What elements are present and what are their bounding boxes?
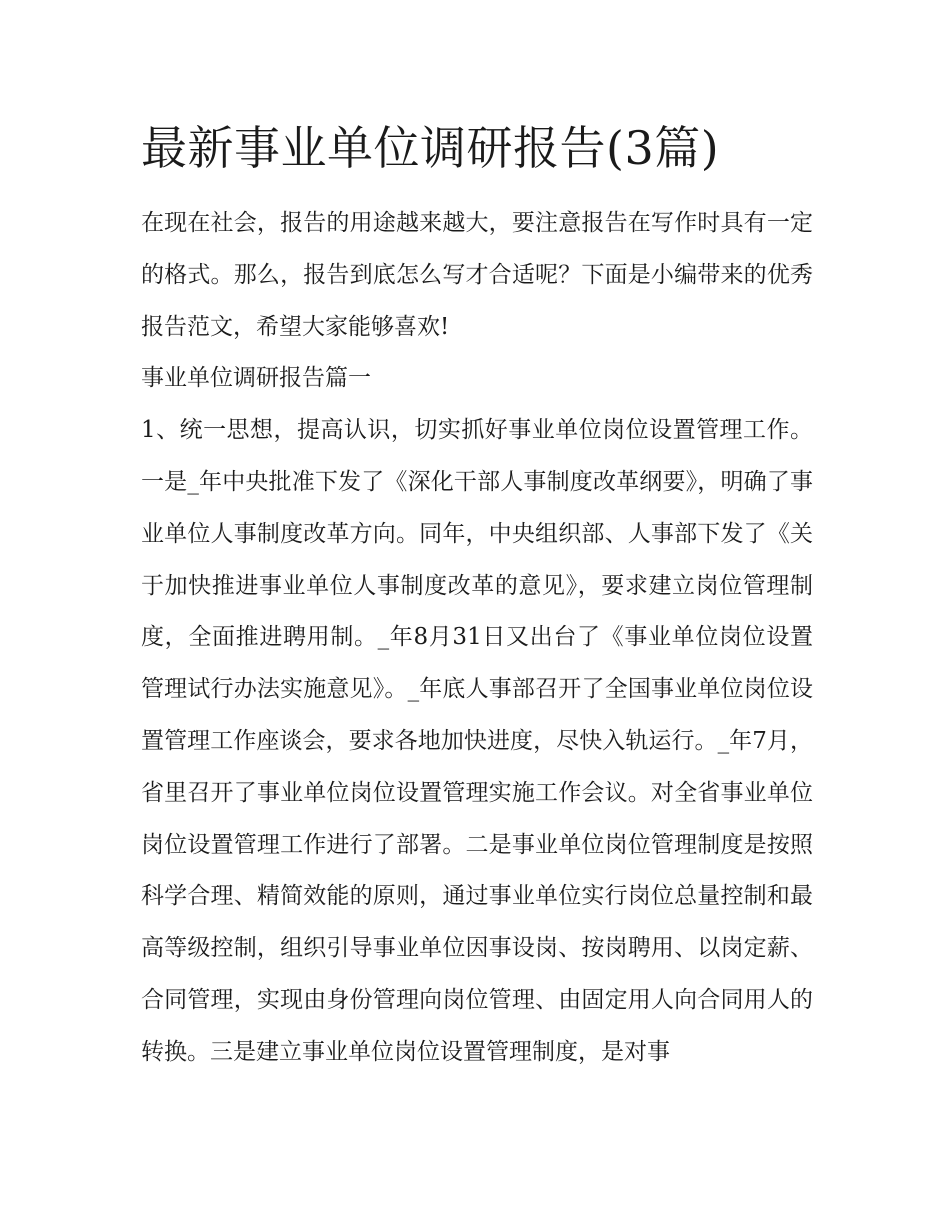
- document-page: [141, 110, 813, 1079]
- section-heading: 事业单位调研报告篇一: [141, 365, 371, 392]
- body-paragraph: 1、统一思想，提高认识，切实抓好事业单位岗位设置管理工作。一是_年中央批准下发了《深化干部人事制度改革纲要》，明确了事业单位人事制度改革方向。同年，中央组织部、人事部下发了《关于加快推进事业单位人事制度改革的意见》，要求建立岗位管理制度，全面推进聘用制。_年8月31日又出台了《事业单位岗位设置管理试行办法实施意见》。_年底人事部召开了全国事业单位岗位设置管理工作座谈会，要求各地加快进度，尽快入轨运行。_年7月，省里召开了事业单位岗位设置管理实施工作会议。对全省事业单位岗位设置管理工作进行了部署。二是事业单位岗位管理制度是按照科学合理、精简效能的原则，通过事业单位实行岗位总量控制和最高等级控制，组织引导事业单位因事设岗、按岗聘用、以岗定薪、合同管理，实现由身份管理向岗位管理、由固定用人向合同用人的转换。三是建立事业单位岗位设置管理制度，是对事: [141, 417, 813, 1065]
- document-title: 最新事业单位调研报告(3篇): [141, 121, 720, 175]
- intro-paragraph: 在现在社会，报告的用途越来越大，要注意报告在写作时具有一定的格式。那么，报告到底怎么写才合适呢？下面是小编带来的优秀报告范文，希望大家能够喜欢!: [141, 210, 813, 340]
